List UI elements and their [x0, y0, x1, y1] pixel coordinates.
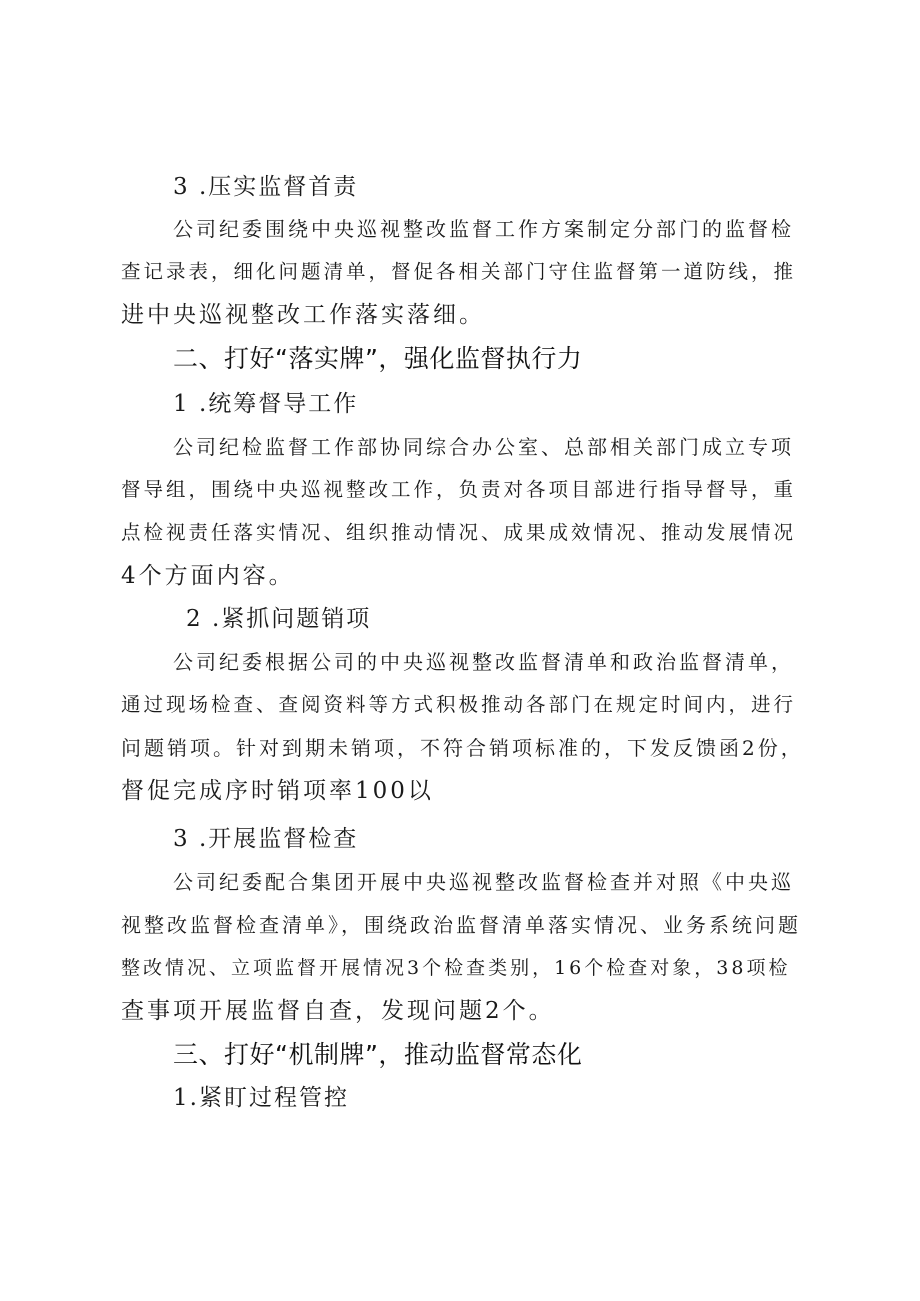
paragraph-line: 查记录表，细化问题清单，督促各相关部门守住监督第一道防线，推	[121, 260, 797, 283]
paragraph-line: 视整改监督检查清单》，围绕政治监督清单落实情况、业务系统问题	[121, 913, 801, 937]
paragraph-line: 公司纪委围绕中央巡视整改监督工作方案制定分部门的监督检	[173, 217, 794, 241]
item-title-close-issues: 2 .紧抓问题销项	[186, 606, 372, 632]
paragraph-line: 进中央巡视整改工作落实落细。	[121, 302, 485, 328]
section-heading-3: 三、打好“机制牌”，推动监督常态化	[173, 1040, 583, 1069]
paragraph-line: 督促完成序时销项率100以	[121, 778, 434, 804]
item-title-coordinate-supervision: 1 .统筹督导工作	[173, 391, 359, 417]
item-title-process-control: 1.紧盯过程管控	[173, 1085, 349, 1111]
paragraph-line: 通过现场检查、查阅资料等方式积极推动各部门在规定时间内，进行	[121, 693, 797, 716]
paragraph-line: 整改情况、立项监督开展情况3个检查类别，16个检查对象，38项检	[121, 957, 791, 979]
paragraph-line: 公司纪委配合集团开展中央巡视整改监督检查并对照《中央巡	[173, 870, 794, 894]
paragraph-line: 公司纪委根据公司的中央巡视整改监督清单和政治监督清单，	[173, 650, 794, 674]
paragraph-line: 查事项开展监督自查，发现问题2个。	[121, 998, 555, 1024]
paragraph-line: 公司纪检监督工作部协同综合办公室、总部相关部门成立专项	[173, 435, 794, 459]
paragraph-line: 4个方面内容。	[121, 563, 295, 589]
section-heading-2: 二、打好“落实牌”，强化监督执行力	[173, 344, 583, 373]
paragraph-line: 点检视责任落实情况、组织推动情况、成果成效情况、推动发展情况	[121, 521, 797, 544]
paragraph-line: 督导组，围绕中央巡视整改工作，负责对各项目部进行指导督导，重	[121, 478, 797, 501]
item-title-inspection: 3 .开展监督检查	[173, 826, 359, 852]
paragraph-line: 问题销项。针对到期未销项，不符合销项标准的，下发反馈函2份，	[121, 736, 804, 760]
item-title-press-supervision: 3 .压实监督首责	[173, 174, 359, 200]
